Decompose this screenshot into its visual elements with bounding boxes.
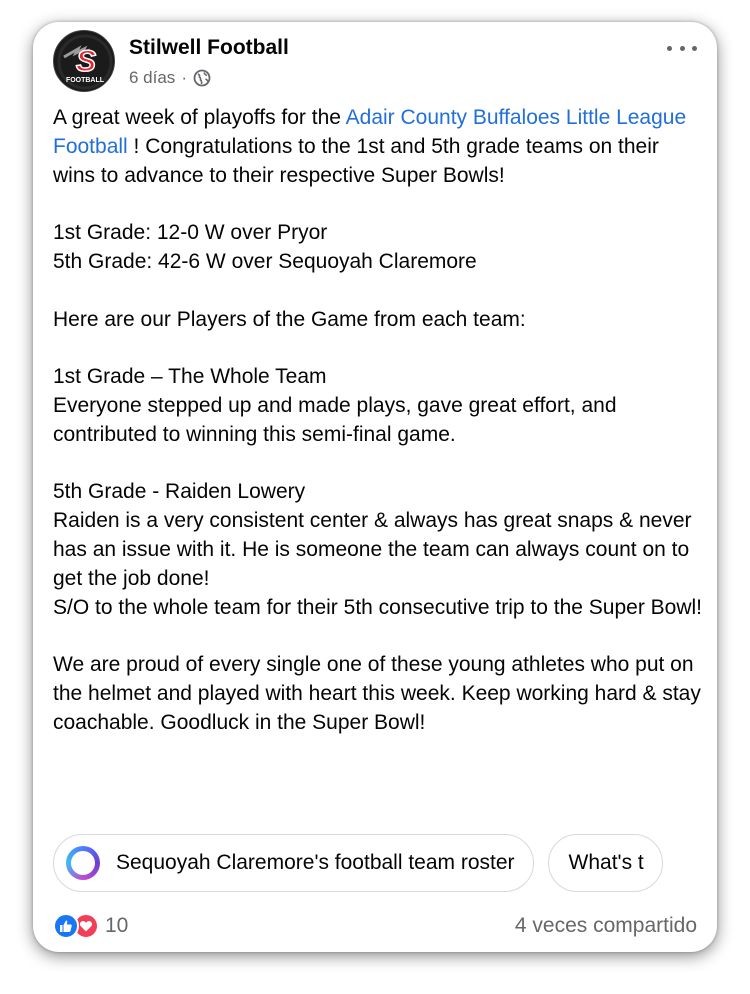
grade1-title: 1st Grade – The Whole Team: [53, 365, 327, 389]
post-footer: [53, 908, 697, 944]
stilwell-logo-icon: [54, 31, 115, 92]
post-card: [33, 22, 717, 952]
page-name-link[interactable]: Stilwell Football: [129, 36, 289, 59]
players-intro: Here are our Players of the Game from each team:: [53, 307, 526, 331]
search-chip-label: What's t: [568, 851, 644, 874]
globe-icon[interactable]: [193, 69, 211, 87]
post-body: [53, 104, 703, 738]
related-searches: [53, 834, 717, 892]
reaction-count: 10: [105, 914, 129, 937]
grade5-shoutout: S/O to the whole team for their 5th consecutive trip to the Super Bowl!: [53, 595, 703, 619]
meta-separator: ·: [181, 68, 187, 87]
post-intro: A great week of playoffs for the Adair County Buffaloes Little League Football ! Congratulations to the 1st and 5th grade teams on their wins to advance to their respective Super Bowls!: [53, 106, 687, 187]
search-chip-label: Sequoyah Claremore's football team roster: [116, 851, 515, 874]
closing-text: We are proud of every single one of these young athletes who put on the helmet and played with heart this week. Keep working hard & stay coachable. Goodluck in the Super Bowl!: [53, 653, 701, 734]
grade5-text: Raiden is a very consistent center & always has great snaps & never has an issue with it. He is someone the team can always count on to get the job done!: [53, 509, 692, 590]
post-header: [53, 30, 697, 100]
result-5th-grade: 5th Grade: 42-6 W over Sequoyah Claremore: [53, 249, 477, 273]
grade1-text: Everyone stepped up and made plays, gave great effort, and contributed to winning this semi-final game.: [53, 393, 617, 446]
post-timestamp[interactable]: 6 días: [129, 68, 176, 87]
svg-text:FOOTBALL: FOOTBALL: [65, 77, 105, 84]
grade5-title: 5th Grade - Raiden Lowery: [53, 480, 306, 504]
meta-ai-ring-icon: [66, 846, 100, 880]
like-reaction-icon: [53, 913, 79, 939]
search-chip[interactable]: [548, 834, 663, 892]
reactions-summary[interactable]: [53, 913, 128, 939]
more-options-icon[interactable]: [667, 36, 697, 60]
search-chip[interactable]: [53, 834, 534, 892]
svg-text:S: S: [75, 45, 97, 78]
adair-county-link[interactable]: Adair County Buffaloes Little League Football: [53, 106, 687, 158]
avatar[interactable]: [53, 30, 115, 92]
result-1st-grade: 1st Grade: 12-0 W over Pryor: [53, 221, 328, 245]
post-meta: [129, 68, 211, 88]
share-count-link[interactable]: 4 veces compartido: [514, 914, 697, 937]
